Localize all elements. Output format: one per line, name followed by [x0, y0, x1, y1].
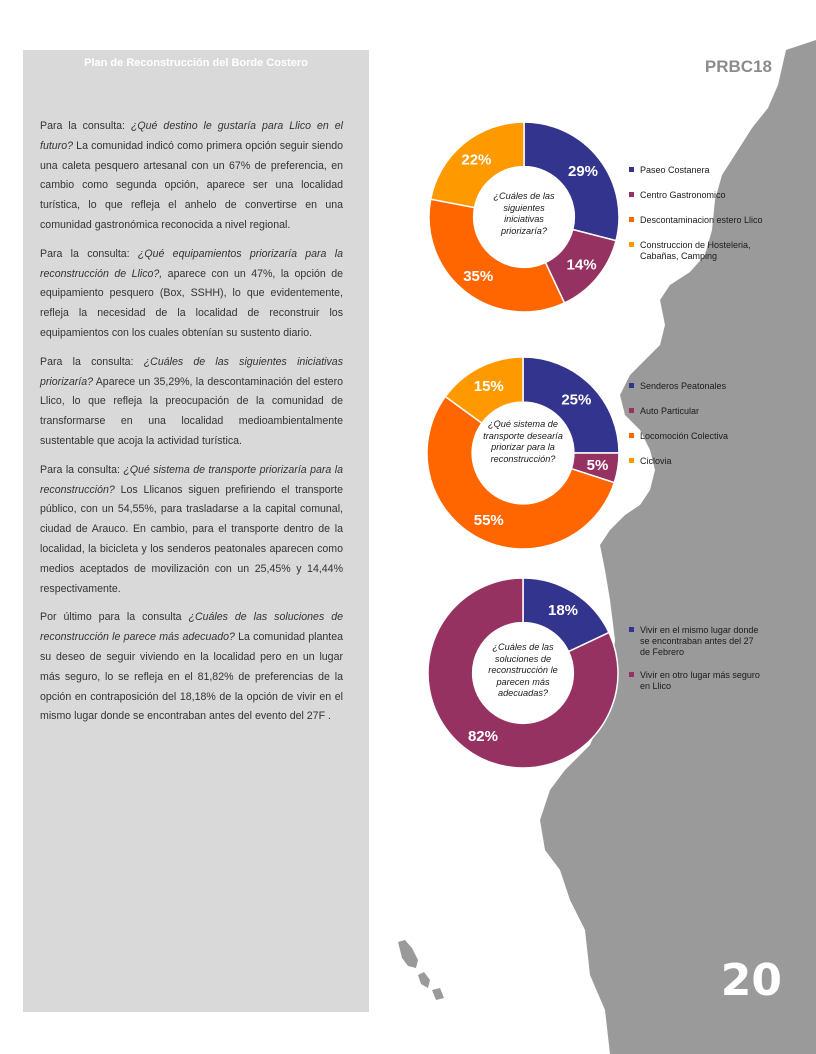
document-code: PRBC18: [704, 57, 772, 76]
legend-label: Senderos Peatonales: [640, 381, 727, 391]
donut-chart-solutions: [427, 577, 619, 769]
paragraph-2: Para la consulta: ¿Qué equipamientos priorizaría para la reconstrucción de Llico?, aparece con un 47%, la opción de equipamiento pesquero (Box, SSHH), lo que evidentemente, refleja la necesidad de la localidad de reconstruir los equipamientos con los cuales obtenían su sustento diario.: [40, 247, 343, 339]
paragraph-4: Para la consulta: ¿Qué sistema de transporte priorizaría para la reconstrucción? Los Llicanos siguen prefiriendo el transporte público, con un 54,55%, para trasladarse a la capital comunal, ciudad de Arauco. En cambio, para el transporte dentro de la localidad, la bicicleta y los senderos peatonales aparecen como medios aceptados de movilización con un 25,45% y 14,44% respectivamente.: [40, 463, 343, 595]
legend-label: Centro Gastronomico: [640, 190, 726, 200]
legend-item-senderos-peatonales: [629, 381, 764, 392]
data-label-senderos-peatonales: 25%: [561, 391, 592, 409]
legend-label: Vivir en el mismo lugar donde se encontraban antes del 27 de Febrero: [640, 625, 759, 657]
legend-item-centro-gastronomico: [629, 190, 764, 201]
chart-center-question: ¿Cuáles de las siguientes iniciativas priorizaría?: [493, 191, 555, 236]
legend-label: Locomoción Colectiva: [640, 431, 729, 441]
data-label-paseo-costanera: 29%: [567, 163, 599, 181]
island-1: [398, 940, 418, 968]
legend-item-descontaminacion-estero-llico: [629, 215, 764, 226]
legend-label: Construccion de Hosteleria, Cabañas, Camping: [640, 240, 751, 261]
legend-swatch: [629, 672, 634, 677]
legend-swatch: [629, 433, 634, 438]
legend-swatch: [629, 627, 634, 632]
data-label-construccion-de-hosteleria-caban: 22%: [461, 151, 492, 169]
legend-swatch: [629, 167, 634, 172]
legend-swatch: [629, 383, 634, 388]
panel-title: Plan de Reconstrucción del Borde Costero: [84, 57, 308, 69]
legend-transport: [629, 381, 764, 481]
legend-item-vivir-en-el-mismo-lugar-donde-se: [629, 625, 764, 658]
legend-swatch: [629, 242, 634, 247]
island-3: [432, 988, 444, 1000]
legend-solutions: [629, 625, 764, 704]
paragraph-3: Para la consulta: ¿Cuáles de las siguientes iniciativas priorizaría? Aparece un 35,29%, la descontaminación del estero Llico, lo que refleja la preocupación de la comunidad de transformarse en una localidad medioambientalmente sustentable que acoja la actividad turística.: [40, 355, 343, 447]
legend-label: Ciclovia: [640, 456, 672, 466]
paragraph-5: Por último para la consulta ¿Cuáles de las soluciones de reconstrucción le parece más adecuado? La comunidad plantea su deseo de seguir viviendo en la localidad pero en un lugar más seguro, lo se refleja en el 81,82% de preferencias de la opción en contraposición del 18,18% de la opción de vivir en el mismo lugar donde se encontraban antes del evento del 27F .: [40, 611, 343, 723]
legend-item-locomocion-colectiva: [629, 431, 764, 442]
data-label-auto-particular: 5%: [586, 456, 609, 474]
legend-swatch: [629, 217, 634, 222]
legend-item-construccion-de-hosteleria-caban: [629, 240, 764, 262]
legend-label: Vivir en otro lugar más seguro en Llico: [640, 670, 760, 691]
data-label-vivir-en-otro-lugar-mas-seguro-e: 82%: [467, 728, 499, 746]
data-label-descontaminacion-estero-llico: 35%: [463, 268, 494, 286]
legend-item-ciclovia: [629, 456, 764, 467]
data-label-ciclovia: 15%: [473, 377, 504, 395]
island-2: [418, 972, 430, 988]
data-label-centro-gastronomico: 14%: [566, 256, 597, 274]
legend-swatch: [629, 458, 634, 463]
legend-item-auto-particular: [629, 406, 764, 417]
data-label-locomocion-colectiva: 55%: [473, 512, 504, 530]
legend-swatch: [629, 408, 634, 413]
text-panel: [23, 50, 369, 1012]
legend-label: Paseo Costanera: [640, 165, 710, 175]
paragraph-1: Para la consulta: ¿Qué destino le gustaría para Llico en el futuro? La comunidad indicó como primera opción seguir siendo una caleta pesquero artesanal con un 67% de preferencia, en cambio como segunda opción, aparece ser una localidad turística, lo que refleja el anhelo de convertirse en una comunidad gastronómica reconocida a nivel regional.: [40, 120, 343, 231]
legend-label: Descontaminacion estero Llico: [640, 215, 763, 225]
legend-item-vivir-en-otro-lugar-mas-seguro-e: [629, 670, 764, 692]
legend-initiatives: [629, 165, 764, 276]
page-number: 20: [720, 955, 782, 1006]
chart-center-question: ¿Cuáles de las soluciones de reconstrucción le parecen más adecuadas?: [488, 642, 558, 698]
donut-chart-initiatives: [428, 121, 620, 313]
legend-swatch: [629, 192, 634, 197]
chart-center-question: ¿Qué sistema de transporte desearía priorizar para la reconstrucción?: [483, 419, 563, 464]
donut-chart-transport: [426, 356, 620, 550]
data-label-vivir-en-el-mismo-lugar-donde-se: 18%: [547, 601, 579, 619]
legend-label: Auto Particular: [640, 406, 700, 416]
legend-item-paseo-costanera: [629, 165, 764, 176]
body-text: [40, 117, 343, 736]
